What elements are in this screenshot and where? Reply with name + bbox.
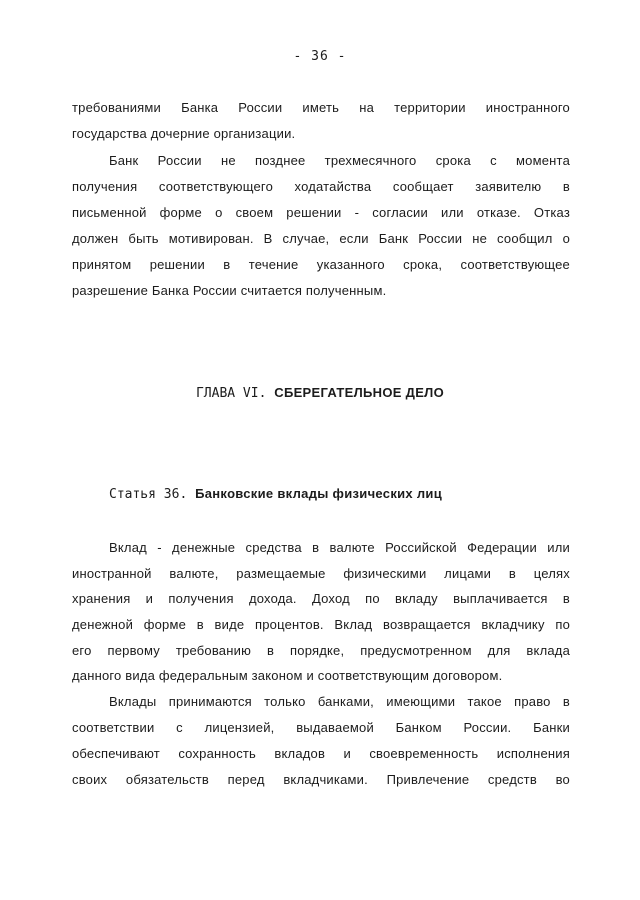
page-number: - 36 - [293,49,347,64]
chapter-heading [0,385,640,401]
paragraph-line: денежной форме в виде процентов. Вклад возвращается вкладчику по [72,617,570,632]
paragraph-line: своих обязательств перед вкладчиками. Привлечение средств во [72,772,570,787]
paragraph-line: иностранной валюте, размещаемые физическими лицами в целях [72,566,570,581]
paragraph-line: обеспечивают сохранность вкладов и своевременность исполнения [72,746,570,761]
paragraph-line: разрешение Банка России считается полученным. [72,283,387,298]
article-title: Банковские вклады физических лиц [195,486,442,501]
article-prefix: Статья 36. [109,487,188,502]
paragraph-line: Вклад - денежные средства в валюте Российской Федерации или [109,540,570,555]
paragraph-line: письменной форме о своем решении - согласии или отказе. Отказ [72,205,570,220]
paragraph-line: требованиями Банка России иметь на территории иностранного [72,100,570,115]
chapter-prefix: ГЛАВА VI. [195,386,267,401]
article-heading [109,486,442,502]
paragraph-line: хранения и получения дохода. Доход по вкладу выплачивается в [72,591,570,606]
paragraph-line: государства дочерние организации. [72,126,296,141]
paragraph-line: данного вида федеральным законом и соответствующим договором. [72,668,503,683]
paragraph-line: Вклады принимаются только банками, имеющими такое право в [109,694,570,709]
paragraph-line: соответствии с лицензией, выдаваемой Банком России. Банки [72,720,570,735]
paragraph-line: его первому требованию в порядке, предусмотренном для вклада [72,643,570,658]
paragraph-line: получения соответствующего ходатайства сообщает заявителю в [72,179,570,194]
paragraph-line: Банк России не позднее трехмесячного срока с момента [109,153,570,168]
chapter-title: СБЕРЕГАТЕЛЬНОЕ ДЕЛО [274,385,445,400]
paragraph-line: должен быть мотивирован. В случае, если Банк России не сообщил о [72,231,570,246]
paragraph-line: принятом решении в течение указанного срока, соответствующее [72,257,570,272]
